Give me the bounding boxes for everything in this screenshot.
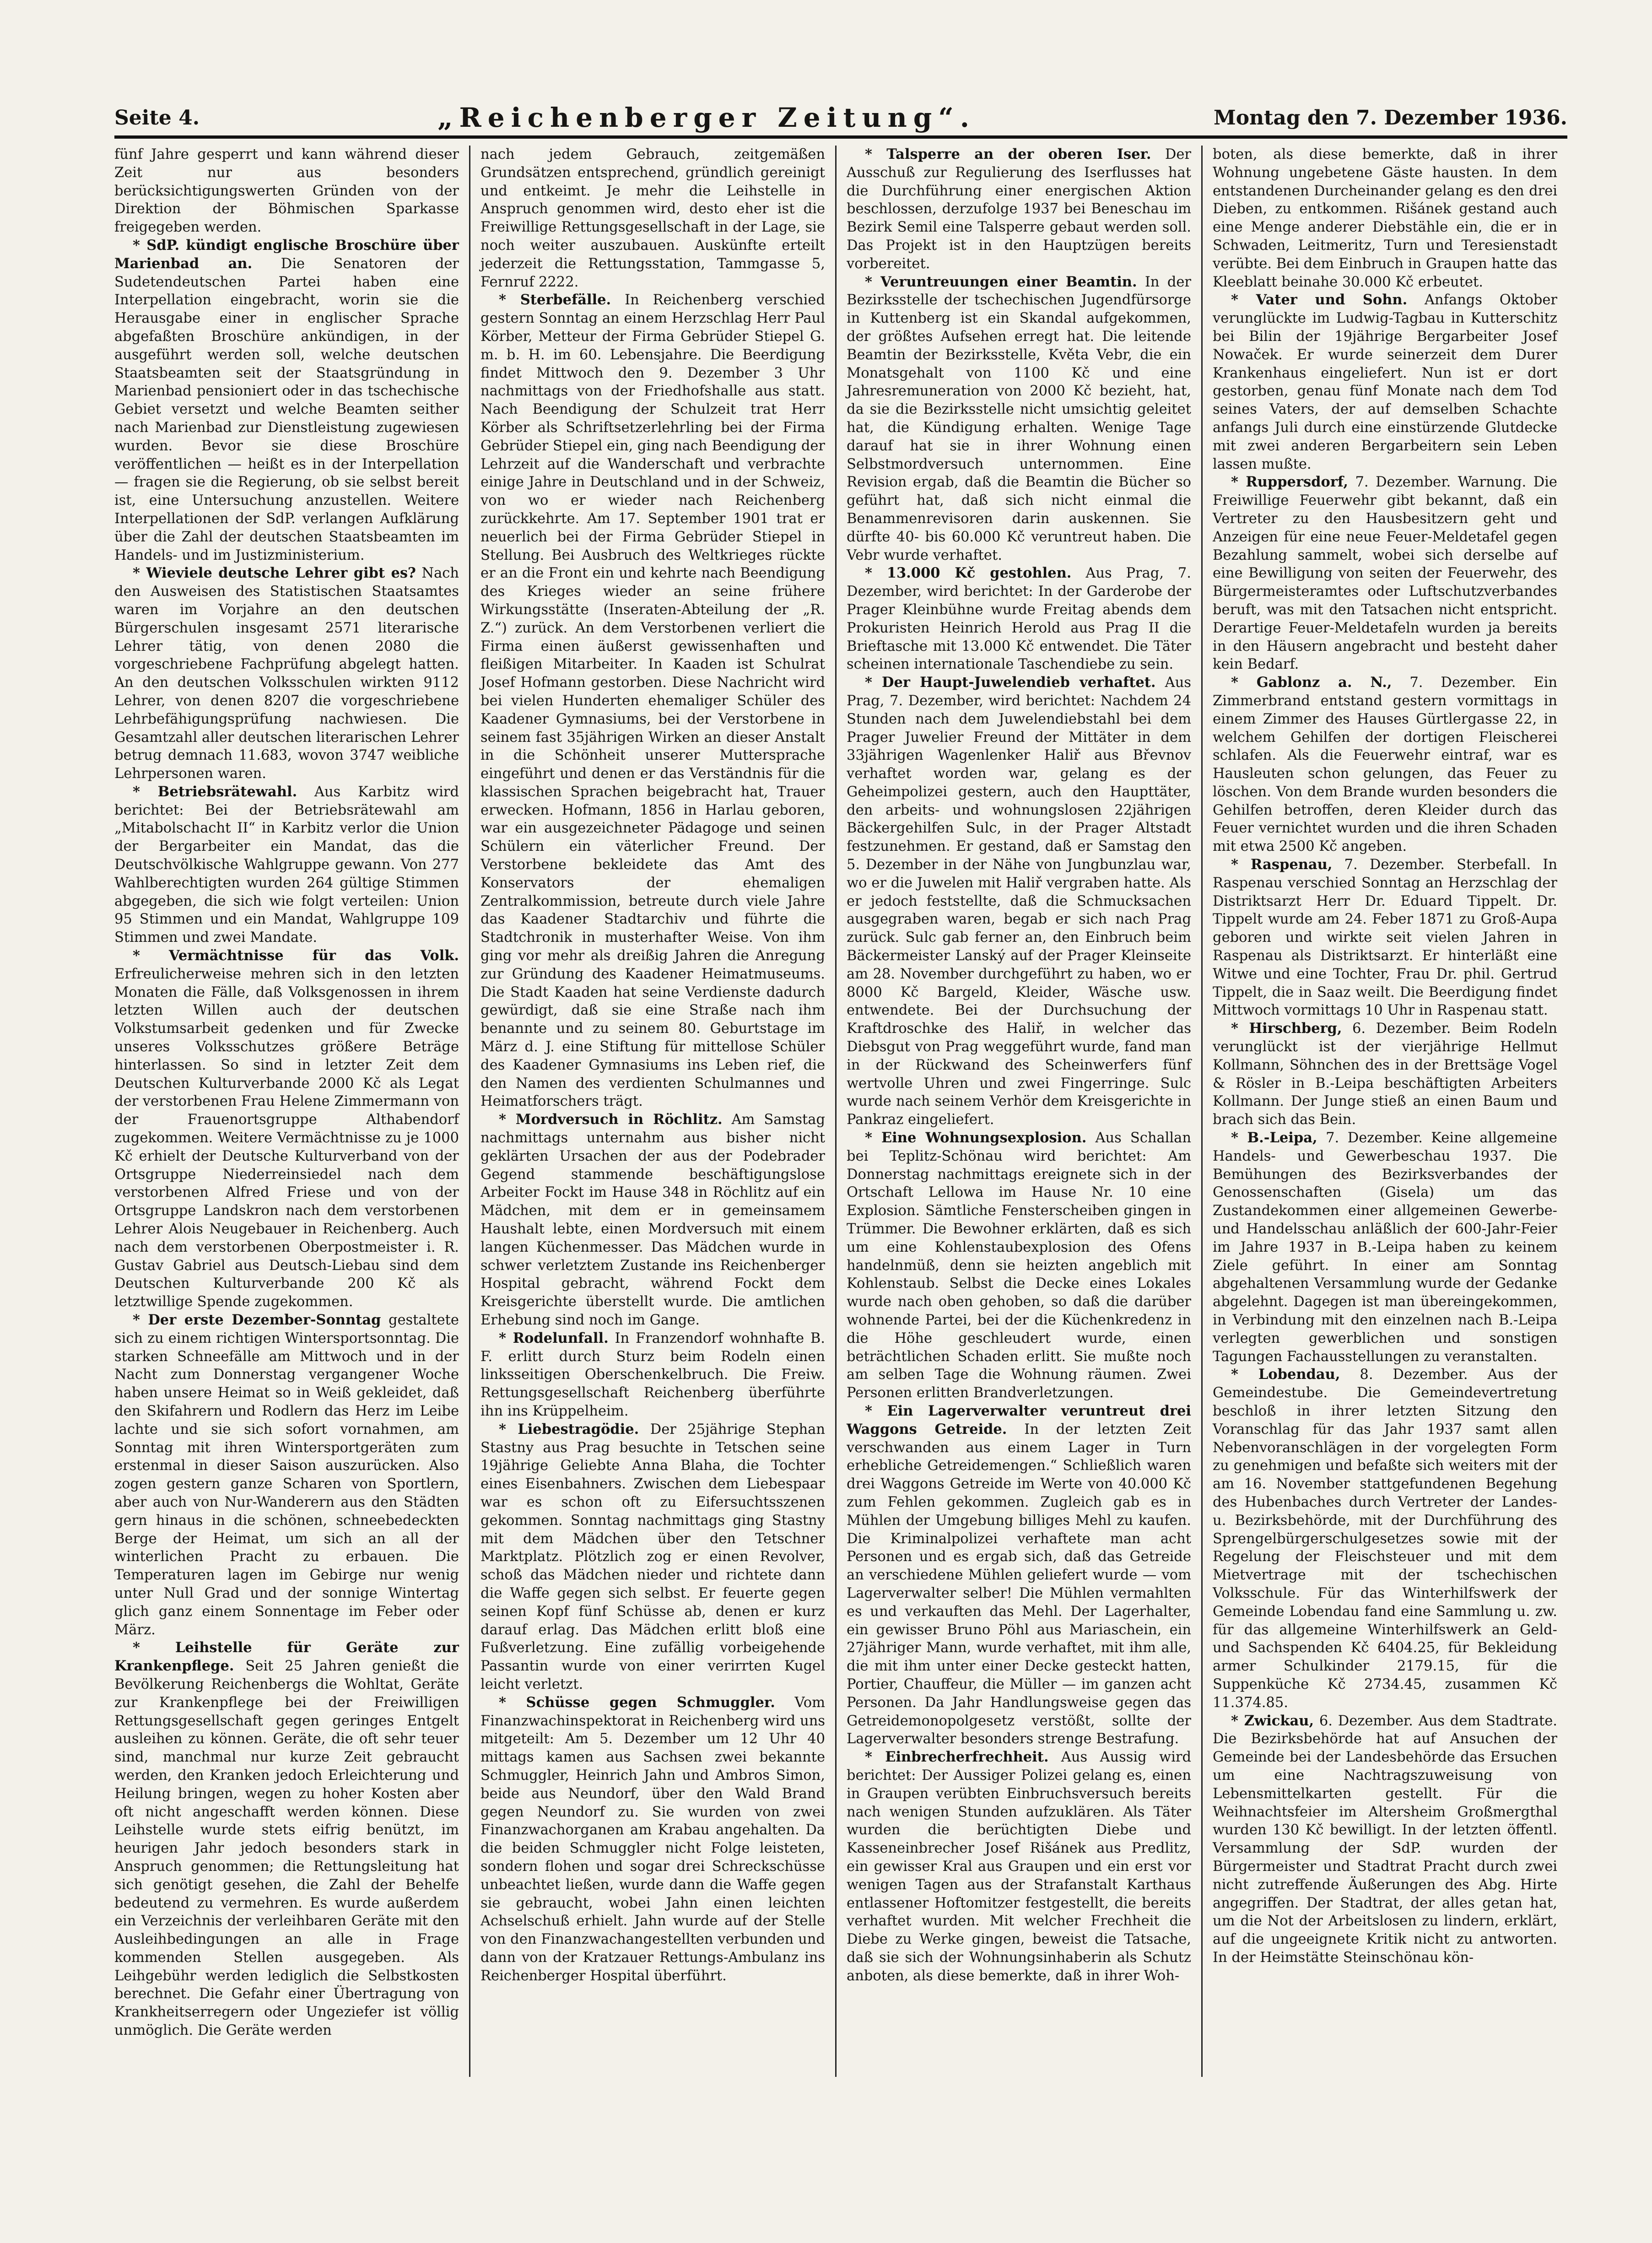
article-heading: * 13.000 Kč gestohlen. — [865, 565, 1072, 582]
article-paragraph — [114, 1311, 459, 1639]
article-paragraph — [480, 1111, 825, 1330]
article-text: In Franzendorf wohnhafte B. F. erlitt durch Sturz beim Rodeln einen linksseitigen Oberschenkelbruch. Die Freiw. Rettungsgesellschaft Reichenberg überführte ihn ins Krüppelheim. — [480, 1330, 825, 1419]
article-text: Nach den Ausweisen des Statistischen Staatsamtes waren im Vorjahre an den deutschen Bürgerschulen insgesamt 2571 literarische Lehrer tätig, von denen 2080 die vorgeschriebene Fachprüfung abgelegt hatten. An den deutschen Volksschulen wirkten 9112 Lehrer, von denen 8207 die vorgeschriebene Lehrbefähigungsprüfung nachwiesen. Die Gesamtzahl aller deutschen literarischen Lehrer betrug demnach 11.683, wovon 3747 weibliche Lehrpersonen waren. — [114, 565, 459, 782]
article-paragraph — [847, 1129, 1191, 1402]
article-heading: * Veruntreuungen einer Beamtin. — [865, 273, 1137, 290]
article-text: 7. Dezember. Warnung. Die Freiwillige Feuerwehr gibt bekannt, daß ein Vertreter zu den Hausbesitzern geht und Anzeigen für eine neue Feuer-Meldetafel gegen Bezahlung sammelt, wobei sich derselbe auf eine Bewilligung von seiten der Feuerwehr, des Bürgermeisteramtes oder Luftschutzverbandes beruft, was mit den Tatsachen nicht entspricht. Derartige Feuer-Meldetafeln wurden ja bereits in den Häusern angebracht und besteht daher kein Bedarf. — [1213, 474, 1557, 673]
column-3 — [837, 146, 1203, 2077]
article-text: Aus Prag, 7. Dezember, wird berichtet: In der Garderobe der Prager Kleinbühne wurde Freitag abends dem Prokuristen Heinrich Herold aus Prag II die Brieftasche mit 13.000 Kč entwendet. Die Täter scheinen internationale Taschendiebe zu sein. — [847, 565, 1191, 673]
article-text: Der 25jährige Stephan Stastny aus Prag besuchte in Tetschen seine 19jährige Geliebte Anna Blaha, die Tochter eines Eisenbahners. Zwischen dem Liebespaar war es schon oft zu Eifersuchtsszenen gekommen. Sonntag nachmittags ging Stastny mit dem Mädchen über den Tetschner Marktplatz. Plötzlich zog er einen Revolver, schoß das Mädchen nieder und richtete dann die Waffe gegen sich selbst. Er feuerte gegen seinen Kopf fünf Schüsse ab, denen er kurz darauf erlag. Das Mädchen erlitt bloß eine Fußverletzung. Eine zufällig vorbeigehende Passantin wurde von einer verirrten Kugel leicht verletzt. — [480, 1421, 825, 1692]
article-paragraph — [1213, 1129, 1557, 1366]
article-text: 6. Dezember. Beim Rodeln verunglückt ist der vierjährige Hellmut Kollmann, Söhnchen des in der Brettsäge Vogel & Rösler in B.-Leipa beschäftigten Arbeiters Kollmann. Der Junge stieß an einen Baum und brach sich das Bein. — [1213, 1021, 1558, 1128]
article-text: 8. Dezember. Aus der Gemeindestube. Die Gemeindevertretung beschloß in ihrer letzten Sitzung den Voranschlag für das Jahr 1937 samt allen Nebenvoranschlägen in der vorgelegten Form zu genehmigen und befaßte sich weiters mit der am 16. November stattgefundenen Begehung des Hubenbaches durch Vertreter der Landes- u. Bezirksbehörde, mit der Durchführung des Sprengelbürgerschulgesetzes sowie mit der Regelung der Fleischsteuer und mit dem Mietvertrage mit der tschechischen Volksschule. Für das Winterhilfswerk der Gemeinde Lobendau fand eine Sammlung u. zw. für das allgemeine Winterhilfswerk an Geld- und Sachspenden Kč 6404.25, für Bekleidung armer Schulkinder 2179.15, für die Suppenküche Kč 2734.45, zusammen Kč 11.374.85. — [1213, 1367, 1557, 1711]
article-text: In der letzten Zeit verschwanden aus einem Lager in Turn erhebliche Getreidemengen.“ Schließlich waren drei Waggons Getreide im Werte von 40.000 Kč zum Fehlen gekommen. Zugleich gab es in Mühlen der Umgebung billiges Mehl zu kaufen. Die Kriminalpolizei verhaftete man acht Personen und es ergab sich, daß das Getreide an verschiedene Mühlen geliefert wurde — vom Lagerverwalter selber! Die Mühlen vermahlten es und verkauften das Mehl. Der Lagerhalter, ein gewisser Bruno Pöhl aus Mariaschein, ein 27jähriger Mann, wurde verhaftet, mit ihm alle, die mit ihm unter einer Decke gesteckt hatten, Portier, Chauffeur, die Müller — im ganzen acht Personen. Da Jahr Handlungsweise gegen das Getreidemonopolgesetz verstößt, sollte der Lagerverwalter besonders strenge Bestrafung. — [847, 1421, 1192, 1747]
article-text: Erfreulicherweise mehren sich in den letzten Monaten die Fälle, daß Volksgenossen in ihrem letzten Willen auch der deutschen Volkstumsarbeit gedenken und für Zwecke unseres Volksschutzes größere Beträge hinterlassen. So sind in letzter Zeit dem Deutschen Kulturverbande 2000 Kč als Legat der verstorbenen Frau Helene Zimmermann von der Frauenortsgruppe Althabendorf zugekommen. Weitere Vermächtnisse zu je 1000 Kč erhielt der Deutsche Kulturverband von der Ortsgruppe Niederreinsiedel nach dem verstorbenen Alfred Friese und von der Ortsgruppe Landskron nach dem verstorbenen Lehrer Alois Neugebauer in Reichenberg. Auch nach dem verstorbenen Oberpostmeister i. R. Gustav Gabriel aus Deutsch-Liebau sind dem Deutschen Kulturverbande 200 Kč als letztwillige Spende zugekommen. — [114, 966, 459, 1310]
article-heading: * Leihstelle für Geräte zur Krankenpflege. — [114, 1639, 459, 1675]
article-text: Aus Schallan bei Teplitz-Schönau wird berichtet: Am Donnerstag nachmittags ereignete sich in der Ortschaft Lellowa im Hause Nr. 10 eine Explosion. Sämtliche Fensterscheiben gingen in Trümmer. Die Bewohner erklärten, daß es sich um eine Kohlenstaubexplosion des Ofens handelnmüß, denn sie heizten angeblich mit Kohlenstaub. Selbst die Decke eines Lokales wurde nach oben gehoben, so daß die darüber wohnende Partei, bei der die Küchenkredenz in die Höhe geschleudert wurde, einen beträchtlichen Schaden erlitt. Sie mußte noch am selben Tage die Wohnung räumen. Zwei Personen erlitten Brandverletzungen. — [847, 1130, 1191, 1401]
article-paragraph — [114, 947, 459, 1311]
article-heading: * Eine Wohnungsexplosion. — [865, 1130, 1087, 1146]
newspaper-title: „Reichenberger Zeitung“. — [437, 102, 976, 133]
article-heading: * Ruppersdorf, — [1231, 474, 1348, 491]
article-heading: * Sterbefälle. — [499, 292, 611, 308]
article-heading: * Einbrecherfrechheit. — [865, 1749, 1049, 1766]
article-heading: * Hirschberg, — [1231, 1020, 1342, 1037]
article-paragraph — [847, 1402, 1191, 1748]
article-paragraph — [1213, 1712, 1557, 1967]
article-text: Seit 25 Jahren genießt die Bevölkerung Reichenbergs die Wohltat, Geräte zur Krankenpflege bei der Freiwilligen Rettungsgesellschaft gegen geringes Entgelt ausleihen zu können. Geräte, die oft sehr teuer sind, manchmal nur kurze Zeit gebraucht werden, den Kranken jedoch Erleichterung und Heilung bringen, wegen zu hoher Kosten aber oft nicht angeschafft werden können. Diese Leihstelle wurde stets eifrig benützt, im heurigen Jahr jedoch besonders stark in Anspruch genommen; die Rettungsleitung hat sich genötigt gesehen, die Zahl der Behelfe bedeutend zu vermehren. Es wurde außerdem ein Verzeichnis der verleihbaren Geräte mit den Ausleihbedingungen an alle in Frage kommenden Stellen ausgegeben. Als Leihgebühr werden lediglich die Selbstkosten berechnet. Die Gefahr einer Übertragung von Krankheitserregern oder Ungeziefer ist völlig unmöglich. Die Geräte werden — [114, 1658, 459, 2039]
column-1 — [114, 146, 470, 2077]
article-text: 7. Dezember. Sterbefall. In Raspenau verschied Sonntag an Herzschlag der Distriktsarzt Herr Dr. Eduard Tippelt. Dr. Tippelt wurde am 24. Feber 1871 zu Groß-Aupa geboren und wirkte seit vielen Jahren in Raspenau als Distriktsarzt. Er hinterläßt eine Witwe und eine Tochter, Frau Dr. phil. Gertrud Tippelt, die in Saaz weilt. Die Beerdigung findet Mittwoch vormittags 10 Uhr in Raspenau statt. — [1213, 857, 1558, 1019]
article-paragraph — [847, 1748, 1191, 1985]
article-heading: * Talsperre an der oberen Iser. — [865, 146, 1151, 162]
article-heading: * B.-Leipa, — [1231, 1130, 1317, 1146]
column-4 — [1203, 146, 1567, 2077]
article-heading: * Vermächtnisse für das Volk. — [133, 947, 459, 964]
article-paragraph — [480, 291, 825, 1111]
page-number: Seite 4. — [114, 106, 200, 130]
article-text: In der Bezirksstelle der tschechischen Jugendfürsorge in Kuttenberg ist ein Skandal aufgekommen, der größtes Aufsehen erregt hat. Die leitende Beamtin der Bezirksstelle, Květa Vebr, die ein Monatsgehalt von 1100 Kč und eine Jahresremuneration von 2000 Kč bezieht, hat, da sie die Bezirksstelle nicht umsichtig geleitet hat, die Kündigung erhalten. Wenige Tage darauf hat sie in ihrer Wohnung einen Selbstmordversuch unternommen. Eine Revision ergab, daß die Beamtin die Bücher so geführt hat, daß sich nicht einmal die Benammenrevisoren darin auskennen. Sie dürfte 40- bis 60.000 Kč veruntreut haben. Die Vebr wurde verhaftet. — [847, 274, 1191, 563]
article-text: Aus Aussig wird berichtet: Der Aussiger Polizei gelang es, einen in Graupen verübten Einbruchsversuch bereits nach wenigen Stunden aufzuklären. Als Täter wurden die berüchtigten Diebe und Kasseneinbrecher Josef Rišánek aus Predlitz, ein gewisser Kral aus Graupen und ein erst vor wenigen Tagen aus der Strafanstalt Karthaus entlassener Hoftomitzer festgestellt, die bereits verhaftet wurden. Mit welcher Frechheit die Diebe zu Werke gingen, beweist die Tatsache, daß sie sich der Wohnungsinhaberin als Schutz anboten, als diese bemerkte, daß in ihrer Woh- — [847, 1749, 1191, 1984]
article-paragraph — [114, 564, 459, 783]
article-text: Vom Finanzwachinspektorat in Reichenberg wird uns mitgeteilt: Am 5. Dezember um 12 Uhr 40 mittags kamen aus Sachsen zwei bekannte Schmuggler, Heinrich Jahn und Ambros Simon, beide aus Neundorf, über den Wald Brand gegen Neundorf zu. Sie wurden von zwei Finanzwachorganen am Krabau angehalten. Da die beiden Schmuggler nicht Folge leisteten, sondern flohen und sogar drei Schreckschüsse unbeachtet ließen, wurde dann die Waffe gegen sie gebraucht, wobei Jahn einen leichten Achselschuß erhielt. Jahn wurde auf der Stelle von den Finanzwachangestellten verbunden und dann von der Kratzauer Rettungs-Ambulanz ins Reichenberger Hospital überführt. — [480, 1694, 825, 1984]
article-heading: * SdP. kündigt englische Broschüre über Marienbad an. — [114, 237, 459, 272]
article-paragraph — [480, 1421, 825, 1694]
column-2 — [470, 146, 837, 2077]
article-paragraph — [847, 146, 1191, 273]
article-paragraph — [114, 1639, 459, 2040]
article-paragraph — [1213, 674, 1557, 856]
article-paragraph — [1213, 1366, 1557, 1712]
article-heading: * Raspenau, — [1231, 856, 1333, 873]
article-paragraph — [1213, 473, 1557, 674]
article-paragraph — [114, 237, 459, 564]
article-paragraph — [847, 674, 1191, 1129]
article-text: fünf Jahre gesperrt und kann während dieser Zeit nur aus besonders berücksichtigungswerten Gründen von der Direktion der Böhmischen Sparkasse freigegeben werden. — [114, 146, 459, 236]
article-heading: * Mordversuch in Röchlitz. — [499, 1111, 723, 1128]
article-text: Die Senatoren der Sudetendeutschen Partei haben eine Interpellation eingebracht, worin sie die Herausgabe einer in englischer Sprache abgefaßten Broschüre ankündigen, in der ausgeführt werden soll, welche deutschen Staatsbeamten seit der Staatsgründung in Marienbad pensioniert oder in das tschechische Gebiet versetzt und welche Beamten seither nach Marienbad zur Dienstleistung zugewiesen wurden. Bevor sie diese Broschüre veröffentlichen — heißt es in der Interpellation — fragen sie die Regierung, ob sie selbst bereit ist, eine Untersuchung anzustellen. Weitere Interpellationen der SdP. verlangen Aufklärung über die Zahl der deutschen Staatsbeamten im Handels- und im Justizministerium. — [114, 255, 459, 563]
article-text: 6. Dezember. Aus dem Stadtrate. Die Bezirksbehörde hat auf Ansuchen der Gemeinde bei der Landesbehörde das Ersuchen um eine Nachtragszuweisung von Lebensmittelkarten gestellt. Für die Weihnachtsfeier im Altersheim Großmergthal wurden 130 Kč bewilligt. In der letzten öffentl. Versammlung der SdP. wurden der Bürgermeister und Stadtrat Pracht durch zwei nicht zutreffende Äußerungen des Abg. Hirte angegriffen. Der Stadtrat, der alles getan hat, um die Not der Arbeitslosen zu lindern, erklärt, auf die ungeeignete Kritik nicht zu antworten. In der Heimstätte Steinschönau kön- — [1213, 1713, 1557, 1966]
article-paragraph — [480, 1694, 825, 1985]
article-text: 7. Dezember. Ein Zimmerbrand entstand gestern vormittags in einem Zimmer des Hauses Gürtlergasse 22, in welchem Gehilfen der dortigen Fleischerei schlafen. Als die Feuerwehr eintraf, war es Hausleuten schon gelungen, das Feuer zu löschen. Von dem Brande wurden besonders die Gehilfen betroffen, deren Kleider durch das Feuer vernichtet wurden und die ihren Schaden mit etwa 2500 Kč angeben. — [1213, 675, 1557, 855]
article-text: boten, als diese bemerkte, daß in ihrer Wohnung ungebetene Gäste hausten. In dem entstandenen Durcheinander gelang es den drei Dieben, zu entkommen. Rišánek gestand auch eine Menge anderer Diebstähle ein, die er in Schwaden, Leitmeritz, Turn und Teresienstadt verübte. Bei dem Einbruch in Graupen hatte das Kleeblatt beinahe 30.000 Kč erbeutet. — [1213, 146, 1557, 290]
article-heading: * Liebestragödie. — [499, 1421, 639, 1438]
article-heading: * Schüsse gegen Schmuggler. — [499, 1694, 775, 1711]
article-paragraph — [847, 273, 1191, 565]
article-heading: * Wieviele deutsche Lehrer gibt es? — [133, 565, 416, 582]
article-text: Aus Prag, 7. Dezember, wird berichtet: Nachdem 24 Stunden nach dem Juwelendiebstahl bei dem Prager Juwelier Freund der Mittäter in dem 33jährigen Wagenlenker Haliř aus Břevnov verhaftet worden war, gelang es der Geheimpolizei gestern, auch den Haupttäter, den arbeits- und wohnungslosen 22jährigen Bäckergehilfen Sulc, in der Prager Altstadt festzunehmen. Er gestand, daß er Samstag den 5. Dezember in der Nähe von Jungbunzlau war, wo er die Juwelen mit Haliř vergraben hatte. Als er jedoch feststellte, daß die Schmucksachen ausgegraben waren, begab er sich nach Prag zurück. Sulc gab ferner an, den Einbruch beim Bäckermeister Lanský auf der Prager Kleinseite am 28. November durchgeführt zu haben, wo er 8000 Kč Bargeld, Kleider, Wäsche usw. entwendete. Bei der Durchsuchung der Kraftdroschke des Haliř, in welcher das Diebsgut von Prag weggeführt wurde, fand man in der Rückwand des Scheinwerfers fünf wertvolle Uhren und zwei Fingerringe. Sulc wurde nach seinem Verhör dem Kreisgerichte in Pankraz eingeliefert. — [847, 675, 1191, 1128]
article-heading: * Der Haupt-Juwelendieb verhaftet. — [865, 674, 1156, 691]
issue-date: Montag den 7. Dezember 1936. — [1213, 106, 1567, 130]
article-heading: * Ein Lagerverwalter veruntreut drei Waggons Getreide. — [847, 1402, 1191, 1438]
article-text: Am Samstag nachmittags unternahm aus bisher nicht geklärten Ursachen der aus der Podebrader Gegend stammende beschäftigungslose Arbeiter Fockt im Hause 348 in Röchlitz auf ein Mädchen, mit dem er in gemeinsamem Haushalt lebte, einen Mordversuch mit einem langen Küchenmesser. Das Mädchen wurde in schwer verletztem Zustande ins Reichenberger Hospital gebracht, während Fockt dem Kreisgerichte überstellt wurde. Die amtlichen Erhebung sind noch im Gange. — [480, 1112, 825, 1328]
article-paragraph — [480, 1330, 825, 1421]
article-paragraph — [114, 146, 459, 237]
article-text: In Reichenberg verschied gestern Sonntag an einem Herzschlag Herr Paul Körber, Metteur der Firma Gebrüder Stiepel G. m. b. H. im 60. Lebensjahre. Die Beerdigung findet Mittwoch den 9. Dezember 3 Uhr nachmittags von der Friedhofshalle aus statt. Nach Beendigung der Schulzeit trat Herr Körber als Schriftsetzerlehrling bei der Firma Gebrüder Stiepel ein, ging nach Beendigung der Lehrzeit auf die Wanderschaft und verbrachte einige Jahre in Deutschland und in der Schweiz, von wo er wieder nach Reichenberg zurückkehrte. Am 17. September 1901 trat er neuerlich bei der Firma Gebrüder Stiepel in Stellung. Bei Ausbruch des Weltkrieges rückte er an die Front ein und kehrte nach Beendigung des Krieges wieder an seine frühere Wirkungsstätte (Inseraten-Abteilung der „R. Z.“) zurück. An dem Verstorbenen verliert die Firma einen äußerst gewissenhaften und fleißigen Mitarbeiter. In Kaaden ist Schulrat Josef Hofmann gestorben. Diese Nachricht wird bei vielen Hunderten ehemaliger Schüler des Kaadener Gymnasiums, bei der Verstorbene in seinem fast 35jährigen Wirken an dieser Anstalt in die Schönheit unserer Muttersprache eingeführt und denen er das Verständnis für die klassischen Sprachen beigebracht hat, Trauer erwecken. Hofmann, 1856 in Harlau geboren, war ein ausgezeichneter Pädagoge und seinen Schülern ein väterlicher Freund. Der Verstorbene bekleidete das Amt des Konservators der ehemaligen Zentralkommission, betreute durch viele Jahre das Kaadener Stadtarchiv und führte die Stadtchronik in musterhafter Weise. Von ihm ging vor mehr als dreißig Jahren die Anregung zur Gründung des Kaadener Heimatmuseums. Die Stadt Kaaden hat seine Verdienste dadurch gewürdigt, daß sie eine Straße nach ihm benannte und zu seinem 80. Geburtstage im März d. J. eine Stiftung für mittellose Schüler des Kaadener Gymnasiums ins Leben rief, die den Namen des verdienten Schulmannes und Heimatforschers trägt. — [480, 292, 825, 1110]
article-heading: * Der erste Dezember-Sonntag — [133, 1312, 381, 1328]
article-paragraph — [1213, 146, 1557, 291]
article-text: Anfangs Oktober verunglückte im Ludwig-Tagbau in Kutterschitz bei Bilin der 19jährige Bergarbeiter Josef Nowaček. Er wurde seinerzeit dem Durer Krankenhaus eingeliefert. Nun ist er dort gestorben, genau fünf Monate nach dem Tod seines Vaters, der auf demselben Schachte anfangs Juli durch eine einstürzende Glutdecke mit zwei anderen Bergarbeitern sein Leben lassen mußte. — [1213, 292, 1558, 472]
article-heading: * Betriebsrätewahl. — [133, 783, 297, 800]
article-heading: * Vater und Sohn. — [1231, 292, 1408, 308]
header-rule — [114, 135, 1567, 139]
article-text: Aus Karbitz wird berichtet: Bei der Betriebsrätewahl am „Mitabolschacht II“ in Karbitz verlor die Union der Bergarbeiter ein Mandat, das die Deutschvölkische Wahlgruppe gewann. Von 277 Wahlberechtigten wurden 264 gültige Stimmen abgegeben, die sich wie folgt verteilen: Union 95 Stimmen und ein Mandat, Wahlgruppe 109 Stimmen und zwei Mandate. — [114, 784, 459, 946]
article-paragraph — [480, 146, 825, 291]
article-paragraph — [1213, 856, 1557, 1020]
article-heading: * Zwickau, — [1231, 1712, 1314, 1729]
article-heading: * Gablonz a. N., — [1231, 674, 1392, 691]
article-paragraph — [847, 564, 1191, 674]
article-columns — [114, 146, 1567, 2077]
article-text: nach jedem Gebrauch, zeitgemäßen Grundsätzen entsprechend, gründlich gereinigt und entkeimt. Je mehr die Leihstelle in Anspruch genommen wird, desto eher ist die Freiwillige Rettungsgesellschaft in der Lage, sie noch weiter auszubauen. Auskünfte erteilt jederzeit die Rettungsstation, Tammgasse 5, Fernruf 2222. — [480, 146, 825, 290]
page-header — [114, 102, 1567, 134]
article-text: 7. Dezember. Keine allgemeine Handels- und Gewerbeschau 1937. Die Bemühungen des Bezirksverbandes der Genossenschaften (Gisela) um das Zustandekommen einer allgemeinen Gewerbe- und Handelsschau anläßlich der 600-Jahr-Feier im Jahre 1937 in B.-Leipa haben zu keinem Ziele geführt. In einer am Sonntag abgehaltenen Versammlung wurde der Gedanke abgelehnt. Dagegen ist man übereingekommen, in Verbindung mit den einzelnen nach B.-Leipa verlegten gewerblichen und sonstigen Tagungen Fachausstellungen zu veranstalten. — [1213, 1130, 1557, 1365]
article-text: Der Ausschuß zur Regulierung des Iserflusses hat die Durchführung einer energischen Aktion beschlossen, derzufolge 1937 bei Beneschau im Bezirk Semil eine Talsperre gebaut werden soll. Das Projekt ist in den Hauptzügen bereits vorbereitet. — [847, 146, 1191, 272]
article-paragraph — [1213, 1020, 1557, 1129]
article-heading: * Lobendau, — [1231, 1366, 1340, 1383]
article-text: gestaltete sich zu einem richtigen Wintersportsonntag. Die starken Schneefälle am Mittwoch und in der Nacht zum Donnerstag vergangener Woche haben unsere Heimat so in Weiß gekleidet, daß den Skifahrern und Rodlern das Herz im Leibe lachte und sie sich sofort vornahmen, am Sonntag mit ihren Wintersportgeräten zum erstenmal in dieser Saison auszurücken. Also zogen gestern ganze Scharen von Sportlern, aber auch von Nur-Wanderern aus den Städten gern hinaus in die schönen, schneebedeckten Berge der Heimat, um sich an all der winterlichen Pracht zu erbauen. Die Temperaturen lagen im Gebirge nur wenig unter Null Grad und der sonnige Wintertag glich ganz einem Sonnentage im Feber oder März. — [114, 1312, 459, 1638]
article-paragraph — [114, 783, 459, 947]
article-heading: * Rodelunfall. — [499, 1330, 609, 1346]
article-paragraph — [1213, 291, 1557, 473]
